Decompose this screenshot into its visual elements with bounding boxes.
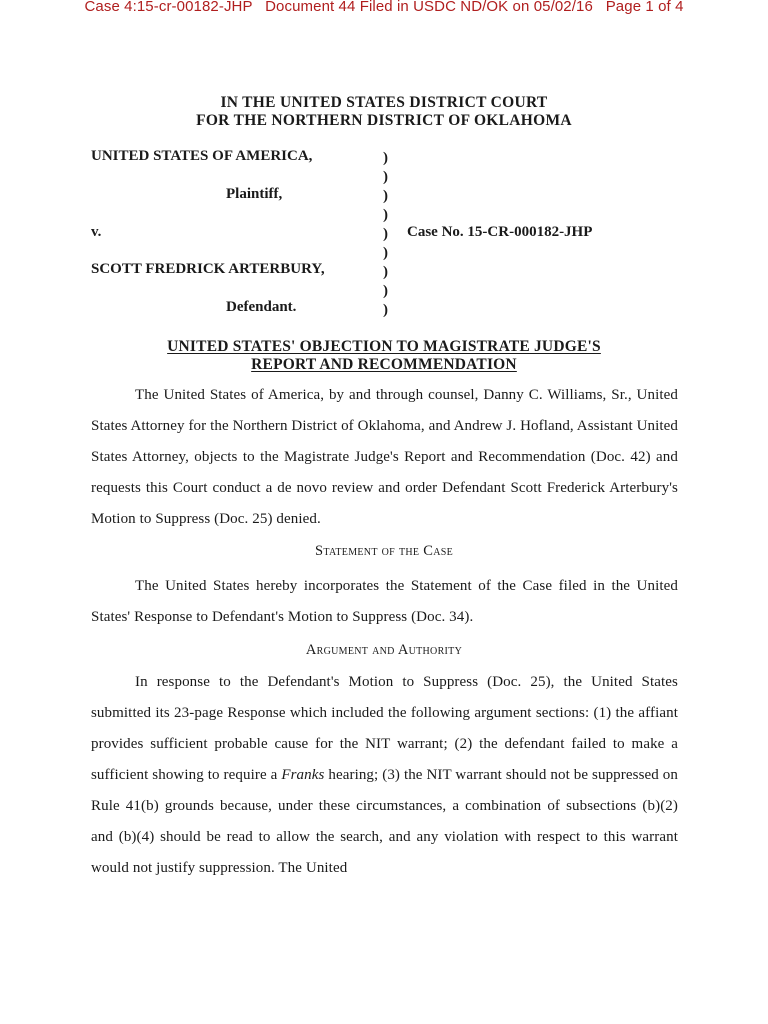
- caption-paren: ): [383, 207, 388, 223]
- caption-paren: ): [383, 150, 388, 166]
- defendant-role: Defendant.: [226, 299, 297, 315]
- document-title: [0, 338, 768, 374]
- caption-paren: ): [383, 283, 388, 299]
- argument-paragraph: [91, 667, 678, 884]
- court-title-line-2: FOR THE NORTHERN DISTRICT OF OKLAHOMA: [196, 112, 572, 129]
- document-title-line-1: UNITED STATES' OBJECTION TO MAGISTRATE JUDGE'S: [167, 338, 601, 355]
- filing-header: Case 4:15-cr-00182-JHP Document 44 Filed in USDC ND/OK on 05/02/16 Page 1 of 4: [84, 0, 684, 15]
- case-number: Case No. 15-CR-000182-JHP: [407, 224, 593, 240]
- franks-case-name: Franks: [281, 767, 325, 783]
- argument-text-part-1: In response to the Defendant's Motion to Suppress (Doc. 25), the United States submitted its 23-page Response which included the following argument sections: (1) the affiant provides sufficient probable cause for the NIT warrant; (2) the defendant failed to make a sufficient showing to require a: [91, 674, 678, 783]
- court-title: [0, 94, 768, 130]
- plaintiff-role: Plaintiff,: [226, 186, 283, 202]
- caption-paren: ): [383, 226, 388, 242]
- caption-paren: ): [383, 302, 388, 318]
- court-title-line-1: IN THE UNITED STATES DISTRICT COURT: [220, 94, 548, 111]
- argument-text-part-2: hearing; (3) the NIT warrant should not be suppressed on Rule 41(b) grounds because, under these circumstances, a combination of subsections (b)(2) and (b)(4) should be read to allow the search, and any violation with respect to this warrant would not justify suppression. The United: [91, 767, 678, 876]
- statement-paragraph: The United States hereby incorporates the Statement of the Case filed in the United States' Response to Defendant's Motion to Suppress (Doc. 34).: [91, 578, 678, 625]
- intro-paragraph: The United States of America, by and through counsel, Danny C. Williams, Sr., United States Attorney for the Northern District of Oklahoma, and Andrew J. Hofland, Assistant United States Attorney, objects to the Magistrate Judge's Report and Recommendation (Doc. 42) and requests this Court conduct a de novo review and order Defendant Scott Frederick Arterbury's Motion to Suppress (Doc. 25) denied.: [91, 387, 678, 527]
- caption-paren: ): [383, 264, 388, 280]
- document-title-line-2: REPORT AND RECOMMENDATION: [251, 356, 517, 373]
- versus-label: v.: [91, 224, 102, 240]
- statement-of-case-heading: Statement of the Case: [315, 543, 453, 559]
- caption-paren: ): [383, 245, 388, 261]
- plaintiff-name: UNITED STATES OF AMERICA,: [91, 148, 313, 164]
- caption-paren: ): [383, 188, 388, 204]
- defendant-name: SCOTT FREDRICK ARTERBURY,: [91, 261, 325, 277]
- caption-paren: ): [383, 169, 388, 185]
- argument-heading: Argument and Authority: [305, 642, 463, 658]
